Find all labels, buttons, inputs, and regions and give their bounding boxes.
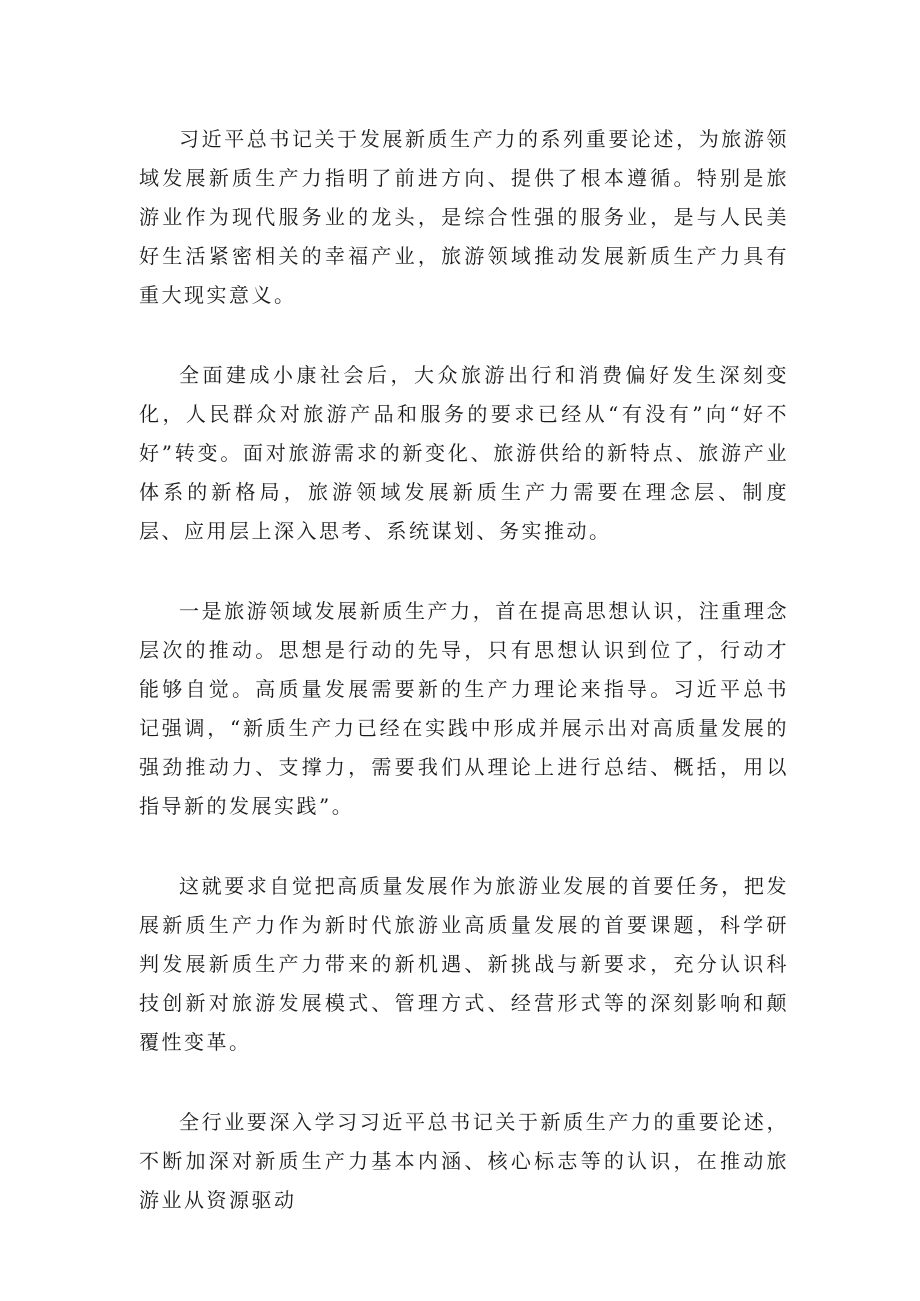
paragraph-3: 一是旅游领域发展新质生产力，首在提高思想认识，注重理念层次的推动。思想是行动的先导，只有思想认识到位了，行动才能够自觉。高质量发展需要新的生产力理论来指导。习近平总书记强调，“新质生产力已经在实践中形成并展示出对高质量发展的强劲推动力、支撑力，需要我们从理论上进行总结、概括，用以指导新的发展实践”。 <box>139 599 789 818</box>
paragraph-5: 全行业要深入学习习近平总书记关于新质生产力的重要论述，不断加深对新质生产力基本内涵、核心标志等的认识，在推动旅游业从资源驱动 <box>139 1110 789 1212</box>
paragraph-1: 习近平总书记关于发展新质生产力的系列重要论述，为旅游领域发展新质生产力指明了前进方向、提供了根本遵循。特别是旅游业作为现代服务业的龙头，是综合性强的服务业，是与人民美好生活紧密相关的幸福产业，旅游领域推动发展新质生产力具有重大现实意义。 <box>139 127 789 307</box>
paragraph-2: 全面建成小康社会后，大众旅游出行和消费偏好发生深刻变化，人民群众对旅游产品和服务的要求已经从“有没有”向“好不好”转变。面对旅游需求的新变化、旅游供给的新特点、旅游产业体系的新格局，旅游领域发展新质生产力需要在理念层、制度层、应用层上深入思考、系统谋划、务实推动。 <box>139 363 789 543</box>
document-body <box>139 120 789 1220</box>
paragraph-4: 这就要求自觉把高质量发展作为旅游业发展的首要任务，把发展新质生产力作为新时代旅游业高质量发展的首要课题，科学研判发展新质生产力带来的新机遇、新挑战与新要求，充分认识科技创新对旅游发展模式、管理方式、经营形式等的深刻影响和颠覆性变革。 <box>139 874 789 1054</box>
